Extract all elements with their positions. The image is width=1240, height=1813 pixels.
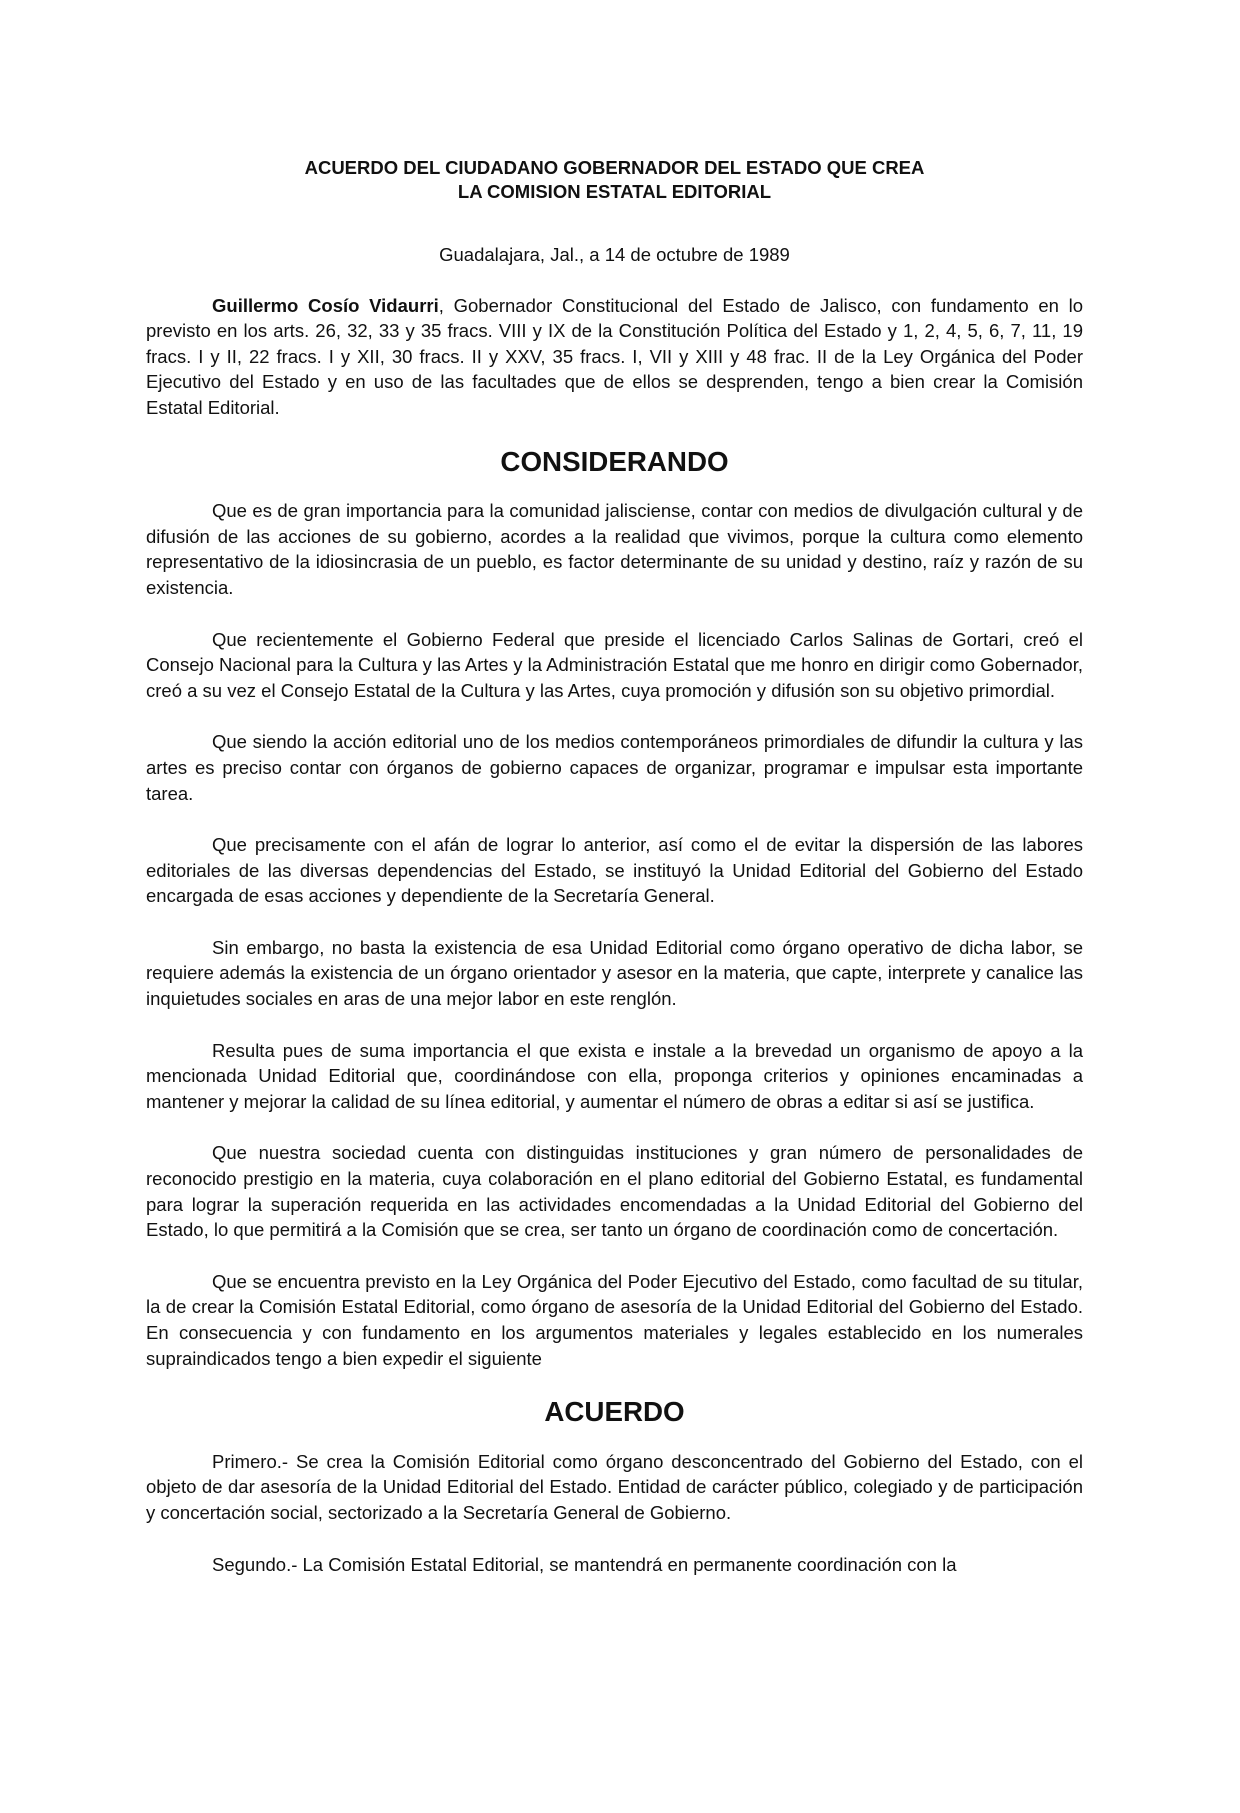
considerando-paragraph-8: Que se encuentra previsto en la Ley Orgánica del Poder Ejecutivo del Estado, como facultad de su titular, la de crear la Comisión Estatal Editorial, como órgano de asesoría de la Unidad Editorial del Gobierno del Estado. En consecuencia y con fundamento en los argumentos materiales y legales establecido en los numerales supraindicados tengo a bien expedir el siguiente [146,1270,1083,1369]
intro-paragraph [146,293,1083,421]
considerando-paragraph-3: Que siendo la acción editorial uno de los medios contemporáneos primordiales de difundir la cultura y las artes es preciso contar con órganos de gobierno capaces de organizar, programar e impulsar esta importante tarea. [146,731,1083,804]
title-line-2: LA COMISION ESTATAL EDITORIAL [457,181,772,202]
considerando-heading: CONSIDERANDO [500,445,729,477]
considerando-paragraph-1: Que es de gran importancia para la comunidad jalisciense, contar con medios de divulgación cultural y de difusión de las acciones de su gobierno, acordes a la realidad que vivimos, porque la cultura como elemento representativo de la idiosincrasia de un pueblo, es factor determinante de su unidad y destino, raíz y razón de su existencia. [146,500,1083,598]
considerando-paragraph-6: Resulta pues de suma importancia el que exista e instale a la brevedad un organismo de apoyo a la mencionada Unidad Editorial que, coordinándose con ella, proponga criterios y opiniones encaminadas a mantener y mejorar la calidad de su línea editorial, y aumentar el número de obras a editar si así se justifica. [146,1039,1083,1112]
considerando-paragraph-2: Que recientemente el Gobierno Federal que preside el licenciado Carlos Salinas de Gortari, creó el Consejo Nacional para la Cultura y las Artes y la Administración Estatal que me honro en dirigir como Gobernador, creó a su vez el Consejo Estatal de la Cultura y las Artes, cuya promoción y difusión son su objetivo primordial. [146,628,1083,701]
intro-text: , Gobernador Constitucional del Estado de Jalisco, con fundamento en lo previsto en los arts. 26, 32, 33 y 35 fracs. VIII y IX de la Constitución Política del Estado y 1, 2, 4, 5, 6, 7, 11, 19 fracs. I y II, 22 fracs. I y XII, 30 fracs. II y XXV, 35 fracs. I, VII y XIII y 48 frac. II de la Ley Orgánica del Poder Ejecutivo del Estado y en uso de las facultades que de ellos se desprenden, tengo a bien crear la Comisión Estatal Editorial. [146,294,1084,418]
title-line-1: ACUERDO DEL CIUDADANO GOBERNADOR DEL ESTADO QUE CREA [304,157,925,178]
considerando-paragraph-7: Que nuestra sociedad cuenta con distinguidas instituciones y gran número de personalidades de reconocido prestigio en la materia, cuya colaboración en el plano editorial del Gobierno Estatal, es fundamental para lograr la superación requerida en las actividades encomendadas a la Unidad Editorial del Gobierno del Estado, lo que permitirá a la Comisión que se crea, ser tanto un órgano de coordinación como de concertación. [146,1142,1083,1241]
considerando-paragraph-4: Que precisamente con el afán de lograr lo anterior, así como el de evitar la dispersión de las labores editoriales de las diversas dependencias del Estado, se instituyó la Unidad Editorial del Gobierno del Estado encargada de esas acciones y dependiente de la Secretaría General. [146,834,1083,907]
document-title [146,156,1083,204]
document-body [146,156,1083,1577]
considerando-paragraph-5: Sin embargo, no basta la existencia de esa Unidad Editorial como órgano operativo de dicha labor, se requiere además la existencia de un órgano orientador y asesor en la materia, que capte, interprete y canalice las inquietudes sociales en aras de una mejor labor en este renglón. [146,936,1083,1010]
acuerdo-article-2: Segundo.- La Comisión Estatal Editorial, se mantendrá en permanente coordinación con la [212,1553,957,1575]
acuerdo-heading: ACUERDO [544,1396,685,1428]
acuerdo-article-1: Primero.- Se crea la Comisión Editorial como órgano desconcentrado del Gobierno del Estado, con el objeto de dar asesoría de la Unidad Editorial del Estado. Entidad de carácter público, colegiado y de participación y concertación social, sectorizado a la Secretaría General de Gobierno. [146,1450,1083,1523]
governor-name: Guillermo Cosío Vidaurri [212,294,439,316]
place-date: Guadalajara, Jal., a 14 de octubre de 1989 [439,244,790,265]
